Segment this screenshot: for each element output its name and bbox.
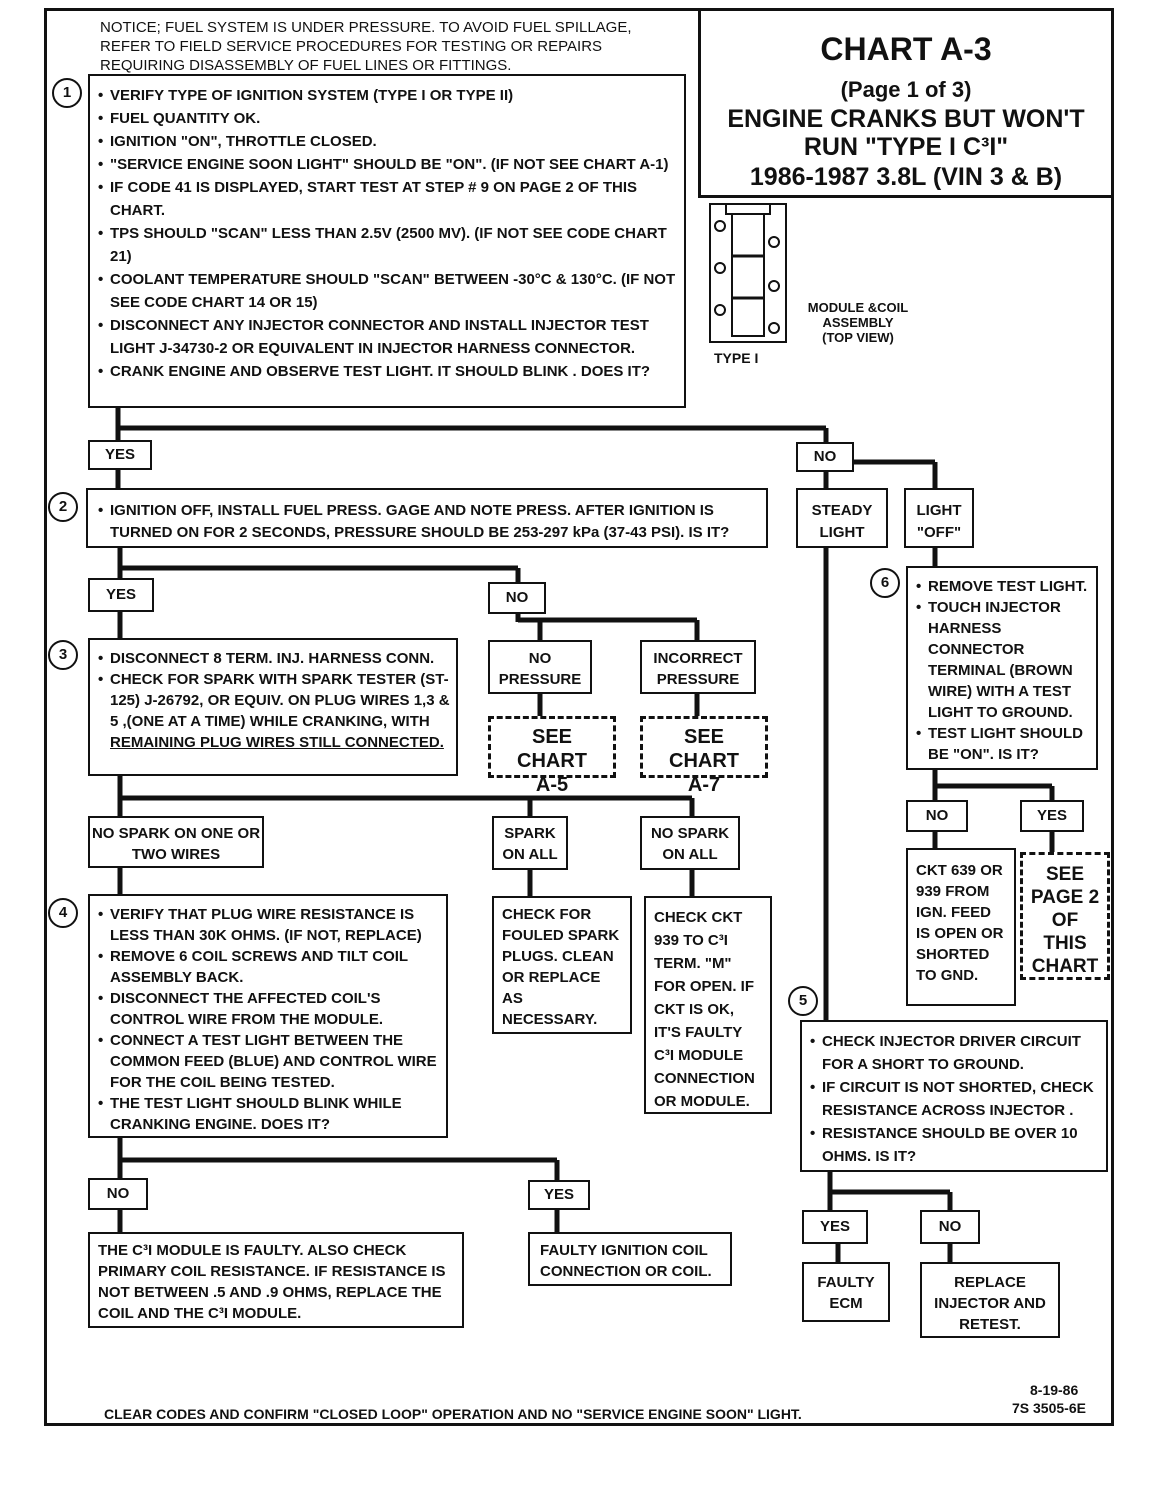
steady-light-box: STEADY LIGHT: [796, 488, 888, 548]
no-spark-one-two: NO SPARK ON ONE OR TWO WIRES: [88, 816, 264, 868]
step-1-list: [98, 84, 676, 383]
step-5-item: • CHECK INJECTOR DRIVER CIRCUIT FOR A SHORT TO GROUND.: [810, 1030, 1102, 1076]
footer-clear-codes: CLEAR CODES AND CONFIRM "CLOSED LOOP" OPERATION AND NO "SERVICE ENGINE SOON" LIGHT.: [104, 1406, 802, 1422]
step-5-item: • RESISTANCE SHOULD BE OVER 10 OHMS. IS IT?: [810, 1122, 1102, 1168]
module-type-label: TYPE I: [714, 350, 759, 366]
step-1-item: • "SERVICE ENGINE SOON LIGHT" SHOULD BE "ON". (IF NOT SEE CHART A-1): [98, 153, 676, 176]
step-3-underlined: REMAINING PLUG WIRES STILL CONNECTED.: [110, 734, 444, 751]
step-5-box: [800, 1020, 1108, 1172]
check-fouled-box: CHECK FOR FOULED SPARK PLUGS. CLEAN OR REPLACE AS NECESSARY.: [492, 896, 632, 1034]
step-6-marker: 6: [870, 568, 900, 598]
replace-injector-box: REPLACE INJECTOR AND RETEST.: [920, 1262, 1060, 1338]
step-2-box: [86, 488, 768, 548]
step-4-no: NO: [88, 1178, 148, 1210]
chart-title: CHART A-3: [820, 31, 992, 67]
step-5-marker: 5: [788, 986, 818, 1016]
step-4-item: • DISCONNECT THE AFFECTED COIL'S CONTROL WIRE FROM THE MODULE.: [98, 988, 442, 1030]
step-4-marker: 4: [48, 898, 78, 928]
step-1-item: • TPS SHOULD "SCAN" LESS THAN 2.5V (2500 MV). (IF NOT SEE CODE CHART 21): [98, 222, 676, 268]
step-1-item: • COOLANT TEMPERATURE SHOULD "SCAN" BETWEEN -30°C & 130°C. (IF NOT SEE CODE CHART 14 OR 15): [98, 268, 676, 314]
step-4-item: • THE TEST LIGHT SHOULD BLINK WHILE CRANKING ENGINE. DOES IT?: [98, 1093, 442, 1135]
step-1-item: • IF CODE 41 IS DISPLAYED, START TEST AT STEP # 9 ON PAGE 2 OF THIS CHART.: [98, 176, 676, 222]
notice-text: NOTICE; FUEL SYSTEM IS UNDER PRESSURE. TO AVOID FUEL SPILLAGE, REFER TO FIELD SERVICE PROCEDURES FOR TESTING OR REPAIRS REQUIRING DISASSEMBLY OF FUEL LINES OR FITTINGS.: [100, 19, 632, 74]
footer-date: 8-19-86: [1030, 1382, 1079, 1398]
no-pressure-box: NO PRESSURE: [488, 640, 592, 694]
step-2-yes: YES: [88, 578, 154, 612]
step-5-item: • IF CIRCUIT IS NOT SHORTED, CHECK RESISTANCE ACROSS INJECTOR .: [810, 1076, 1102, 1122]
step-6-yes: YES: [1020, 800, 1084, 832]
step-6-item: • REMOVE TEST LIGHT.: [916, 576, 1092, 597]
step-3-marker: 3: [48, 640, 78, 670]
step-4-item: • VERIFY THAT PLUG WIRE RESISTANCE IS LESS THAN 30K OHMS. (IF NOT, REPLACE): [98, 904, 442, 946]
see-chart-a5: SEE CHART A-5: [488, 716, 616, 778]
chart-header: [698, 8, 1114, 198]
step-4-yes: YES: [528, 1180, 590, 1210]
incorrect-pressure-box: INCORRECT PRESSURE: [640, 640, 756, 694]
light-off-box: LIGHT "OFF": [904, 488, 974, 548]
step-5-no: NO: [920, 1210, 980, 1244]
step-1-marker: 1: [52, 78, 82, 108]
ckt-639-box: CKT 639 OR 939 FROM IGN. FEED IS OPEN OR SHORTED TO GND.: [906, 848, 1016, 1006]
no-spark-on-all: NO SPARK ON ALL: [640, 816, 740, 870]
chart-heading-3: 1986-1987 3.8L (VIN 3 & B): [749, 163, 1063, 191]
step-1-item: • CRANK ENGINE AND OBSERVE TEST LIGHT. IT SHOULD BLINK . DOES IT?: [98, 360, 676, 383]
step-4-item: • REMOVE 6 COIL SCREWS AND TILT COIL ASSEMBLY BACK.: [98, 946, 442, 988]
c3i-module-faulty: THE C³I MODULE IS FAULTY. ALSO CHECK PRIMARY COIL RESISTANCE. IF RESISTANCE IS NOT BETWEEN .5 AND .9 OHMS, REPLACE THE COIL AND THE C³I MODULE.: [88, 1232, 464, 1328]
step-1-item: • VERIFY TYPE OF IGNITION SYSTEM (TYPE I OR TYPE II): [98, 84, 676, 107]
see-page-2: SEE PAGE 2 OF THIS CHART: [1020, 852, 1110, 980]
faulty-ecm-box: FAULTY ECM: [802, 1262, 890, 1322]
step-2-item: • IGNITION OFF, INSTALL FUEL PRESS. GAGE AND NOTE PRESS. AFTER IGNITION IS TURNED ON FOR 2 SECONDS, PRESSURE SHOULD BE 253-297 kPa (37-43 PSI). IS IT?: [98, 500, 754, 544]
chart-page: (Page 1 of 3): [840, 77, 972, 102]
step-1-item: • FUEL QUANTITY OK.: [98, 107, 676, 130]
spark-on-all: SPARK ON ALL: [492, 816, 568, 870]
step-1-item: • DISCONNECT ANY INJECTOR CONNECTOR AND INSTALL INJECTOR TEST LIGHT J-34730-2 OR EQUIVALENT IN INJECTOR HARNESS CONNECTOR.: [98, 314, 676, 360]
step-4-item: • CONNECT A TEST LIGHT BETWEEN THE COMMON FEED (BLUE) AND CONTROL WIRE FOR THE COIL BEING TESTED.: [98, 1030, 442, 1093]
step-2-no: NO: [488, 582, 546, 614]
chart-heading-2: RUN "TYPE I C³I": [803, 133, 1009, 161]
step-2-marker: 2: [48, 492, 78, 522]
module-coil-icon: [706, 200, 796, 350]
step-1-yes: YES: [88, 440, 152, 470]
step-3-item-text: CHECK FOR SPARK WITH SPARK TESTER (ST-125) J-26792, OR EQUIV. ON PLUG WIRES 1,3 & 5 ,(ONE AT A TIME) WHILE CRANKING, WITH: [110, 671, 450, 730]
footer-code: 7S 3505-6E: [1012, 1400, 1086, 1416]
step-1-box: [88, 74, 686, 408]
step-6-item: • TOUCH INJECTOR HARNESS CONNECTOR TERMINAL (BROWN WIRE) WITH A TEST LIGHT TO GROUND.: [916, 597, 1092, 723]
step-6-no: NO: [906, 800, 968, 832]
step-3-item: • DISCONNECT 8 TERM. INJ. HARNESS CONN.: [98, 648, 450, 669]
step-6-item: • TEST LIGHT SHOULD BE "ON". IS IT?: [916, 723, 1092, 765]
step-3-box: [88, 638, 458, 776]
step-5-yes: YES: [802, 1210, 868, 1244]
module-caption: MODULE &COIL ASSEMBLY (TOP VIEW): [807, 300, 909, 345]
step-6-box: [906, 566, 1098, 770]
faulty-ignition-coil: FAULTY IGNITION COIL CONNECTION OR COIL.: [528, 1232, 732, 1286]
step-1-no: NO: [796, 442, 854, 472]
step-4-box: [88, 894, 448, 1138]
step-3-item: [98, 669, 450, 753]
check-ckt-box: CHECK CKT 939 TO C³I TERM. "M" FOR OPEN. IF CKT IS OK, IT'S FAULTY C³I MODULE CONNECTION OR MODULE.: [644, 896, 772, 1114]
step-1-item: • IGNITION "ON", THROTTLE CLOSED.: [98, 130, 676, 153]
see-chart-a7: SEE CHART A-7: [640, 716, 768, 778]
chart-heading-1: ENGINE CRANKS BUT WON'T: [727, 105, 1085, 133]
